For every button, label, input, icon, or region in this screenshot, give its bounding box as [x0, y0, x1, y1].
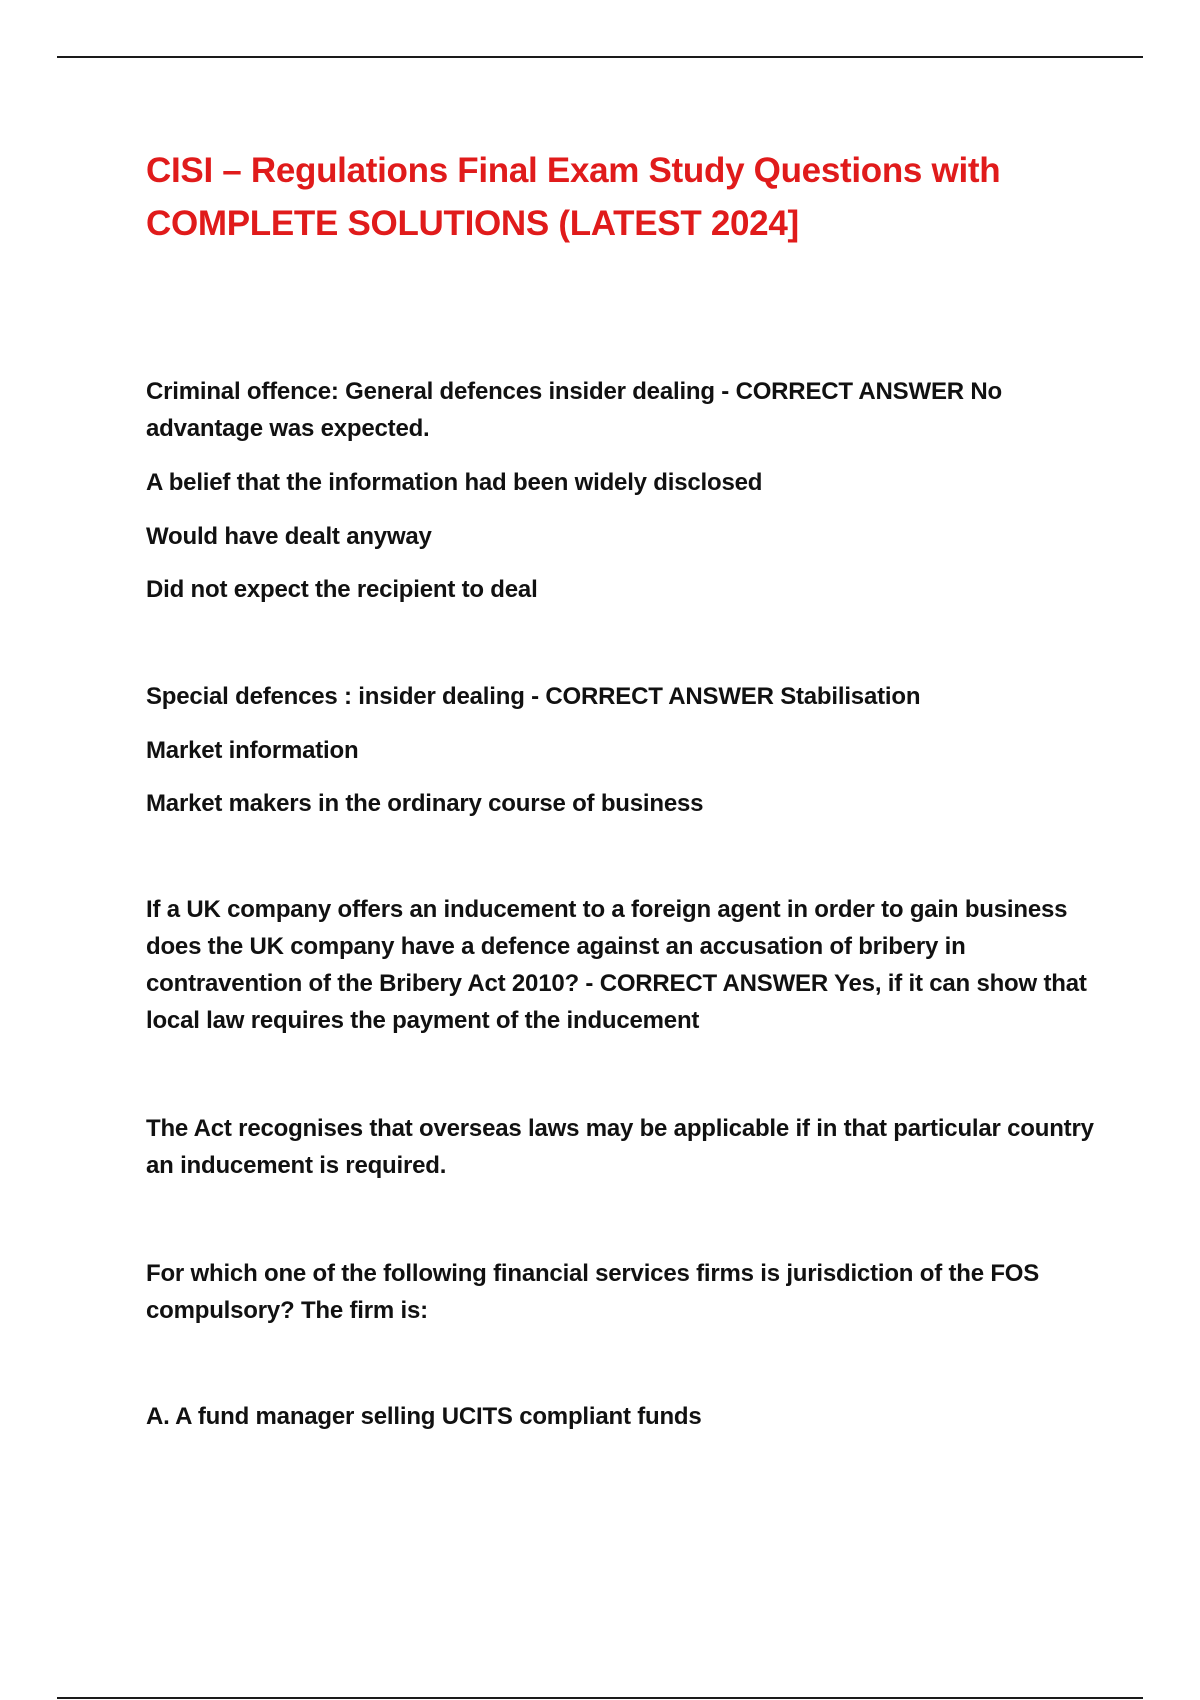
answer-line: Did not expect the recipient to deal [146, 576, 538, 603]
question-block-2: Special defences : insider dealing - CORRECT ANSWER Stabilisation [146, 683, 921, 710]
question-text: If a UK company offers an inducement to a foreign agent in order to gain business does the UK company have a defence against an accusation of bribery in contravention of the Bribery Act 2010? [146, 896, 1068, 997]
question-block-4: For which one of the following financial services firms is jurisdiction of the FOS compulsory? The firm is: [146, 1260, 1040, 1324]
answer-text: Stabilisation [780, 683, 921, 710]
question-text: Criminal offence: General defences insider dealing [146, 378, 715, 405]
answer-marker: CORRECT ANSWER [735, 378, 964, 405]
answer-line: Market makers in the ordinary course of business [146, 790, 704, 817]
answer-text: Yes, if it can show that local law requires the payment of the inducement [146, 970, 1087, 1034]
answer-line: A belief that the information had been widely disclosed [146, 469, 763, 496]
top-rule [57, 56, 1143, 58]
answer-marker: CORRECT ANSWER [599, 970, 828, 997]
question-text: Special defences : insider dealing [146, 683, 525, 710]
question-block-3: If a UK company offers an inducement to a foreign agent in order to gain business does the UK company have a defence against an accusation of bribery in contravention of the Bribery Act 2010? - CORRECT ANSWER Yes, if it can show that local law requires the payment of the inducement [146, 896, 1087, 1034]
answer-marker: CORRECT ANSWER [545, 683, 774, 710]
bottom-rule [57, 1697, 1143, 1699]
answer-note: The Act recognises that overseas laws may be applicable if in that particular country an inducement is required. [146, 1115, 1094, 1179]
answer-text: No advantage was expected. [146, 378, 1002, 442]
question-block-1: Criminal offence: General defences insider dealing - CORRECT ANSWER No advantage was expected. [146, 378, 1002, 442]
option-a: A. A fund manager selling UCITS compliant funds [146, 1403, 702, 1430]
answer-line: Market information [146, 737, 359, 764]
answer-line: Would have dealt anyway [146, 523, 432, 550]
document-title: CISI – Regulations Final Exam Study Questions with COMPLETE SOLUTIONS (LATEST 2024] [146, 151, 1001, 243]
